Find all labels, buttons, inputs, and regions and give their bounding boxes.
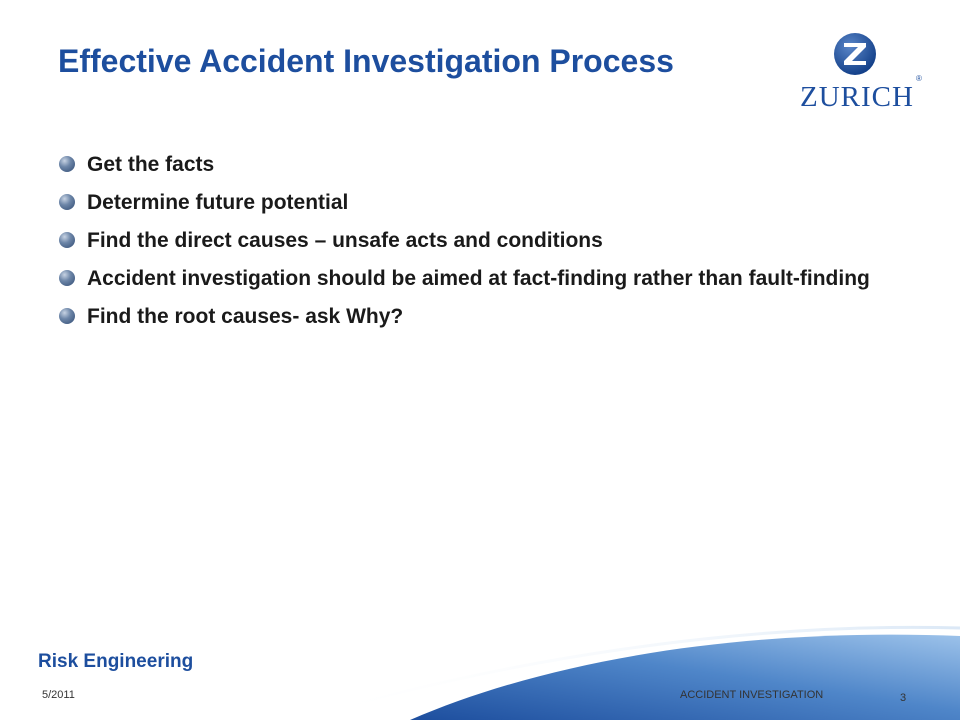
footer-date: 5/2011 bbox=[42, 689, 75, 701]
department-label: Risk Engineering bbox=[38, 651, 194, 672]
page-number: 3 bbox=[900, 692, 907, 704]
bullet-icon bbox=[59, 156, 75, 172]
bullet-item bbox=[58, 302, 878, 332]
footer-title: ACCIDENT INVESTIGATION bbox=[680, 689, 824, 701]
slide-title: Effective Accident Investigation Process bbox=[58, 43, 674, 79]
zurich-z-icon bbox=[833, 32, 877, 76]
bullet-text: Get the facts bbox=[87, 153, 215, 176]
bullet-icon bbox=[59, 308, 75, 324]
bullet-icon bbox=[59, 194, 75, 210]
bullet-icon bbox=[59, 232, 75, 248]
bullet-text: Find the direct causes – unsafe acts and conditions bbox=[87, 229, 603, 252]
bullet-item bbox=[58, 264, 878, 294]
bullet-item bbox=[58, 226, 878, 256]
bullet-icon bbox=[59, 270, 75, 286]
bullet-item bbox=[58, 188, 878, 218]
bullet-list bbox=[58, 150, 878, 340]
registered-mark: ® bbox=[916, 74, 922, 83]
bullet-item bbox=[58, 150, 878, 180]
bullet-text: Accident investigation should be aimed at fact-finding rather than fault-finding bbox=[87, 267, 870, 290]
logo-wordmark: ZURICH bbox=[800, 81, 914, 113]
zurich-logo bbox=[796, 32, 926, 112]
bullet-text: Find the root causes- ask Why? bbox=[87, 305, 404, 328]
bullet-text: Determine future potential bbox=[87, 191, 349, 214]
